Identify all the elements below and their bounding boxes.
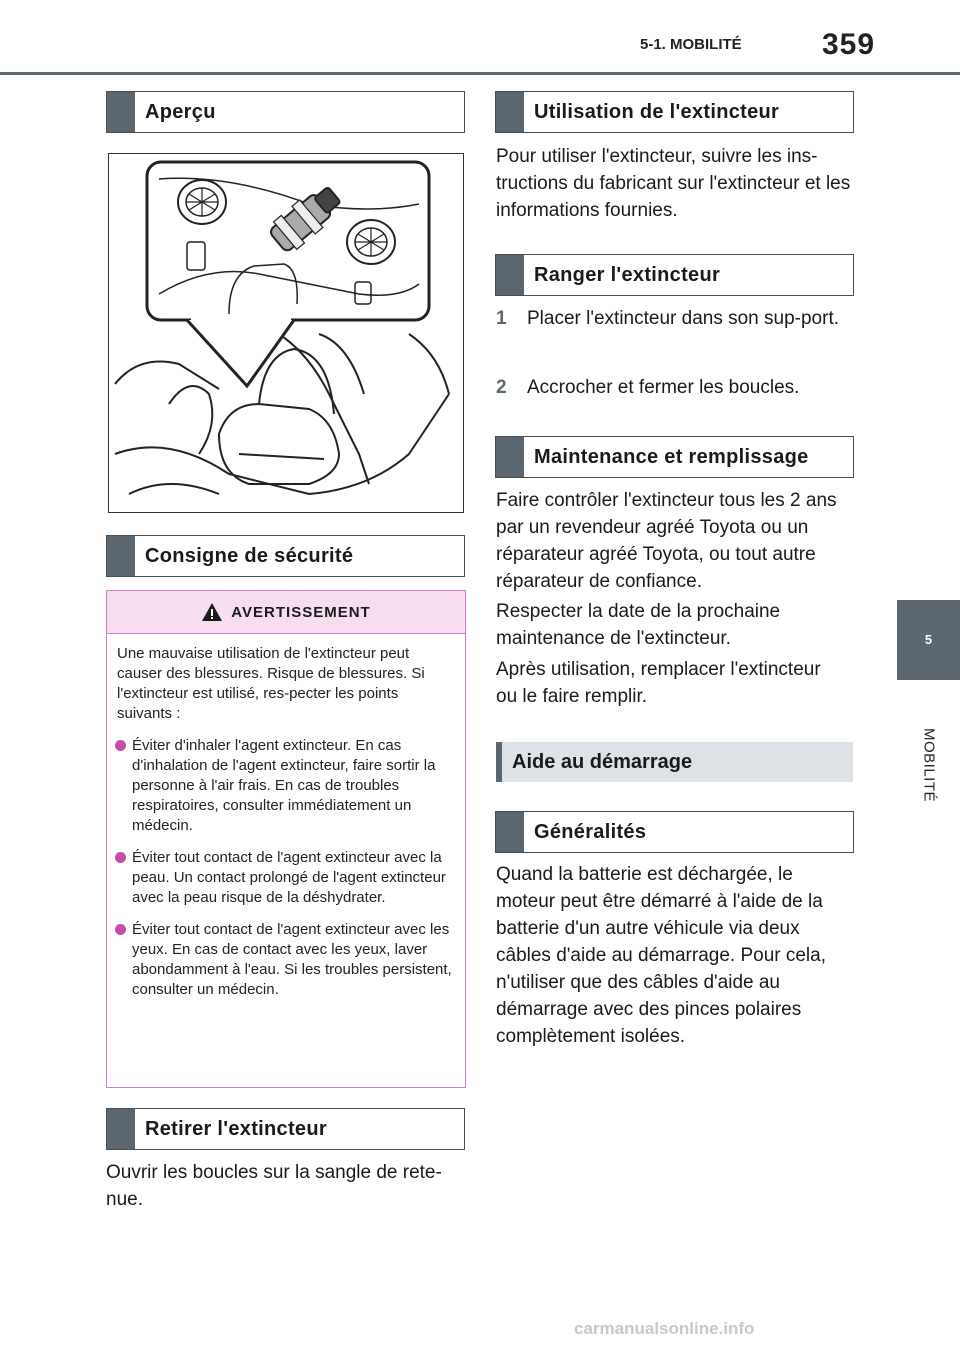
heading-text: Généralités: [534, 820, 647, 843]
warning-triangle-icon: [201, 602, 223, 622]
step-number: 1: [496, 308, 507, 329]
section-heading-utilisation: [495, 91, 854, 133]
heading-text: Aide au démarrage: [512, 750, 693, 773]
utilisation-paragraph: Pour utiliser l'extincteur, suivre les ins-tructions du fabricant sur l'extincteur et les informations fournies.: [496, 146, 851, 221]
page-number: 359: [822, 28, 876, 61]
warning-label: AVERTISSEMENT: [231, 603, 371, 621]
warning-header: [107, 591, 465, 634]
step-item: [496, 372, 851, 403]
heading-bar: [496, 437, 524, 477]
maintenance-paragraph: Faire contrôler l'extincteur tous les 2 ans par un revendeur agréé Toyota ou un réparateur agréé Toyota, ou tout autre réparateur de confiance.: [496, 490, 837, 592]
generalites-paragraph: Quand la batterie est déchargée, le moteur peut être démarré à l'aide de la batterie d'un autre véhicule via deux câbles d'aide au démarrage. Pour cela, n'utiliser que des câbles d'aide au démarrage avec des pinces polaires complètement isolées.: [496, 864, 826, 1047]
running-header-section: 5-1. MOBILITÉ: [640, 36, 742, 53]
heading-bar: [107, 1109, 135, 1149]
step-text: Accrocher et fermer les boucles.: [527, 377, 800, 398]
step-text: Placer l'extincteur dans son sup-port.: [527, 308, 840, 329]
heading-bar: [107, 536, 135, 576]
heading-text: Ranger l'extincteur: [534, 263, 721, 286]
heading-bar: [496, 812, 524, 852]
section-heading-ranger: [495, 254, 854, 296]
bullet-dot-icon: [115, 740, 126, 751]
section-heading-retirer: [106, 1108, 465, 1150]
header-rule: [0, 72, 960, 75]
heading-bar: [107, 92, 135, 132]
warning-item-text: Éviter tout contact de l'agent extincteur avec la peau. Un contact prolongé de l'agent extincteur avec la peau risque de la déshydrater.: [132, 849, 446, 906]
heading-text: Utilisation de l'extincteur: [534, 100, 780, 123]
step-item: [496, 303, 851, 334]
chapter-label-text: MOBILITÉ: [920, 727, 937, 803]
warning-item: [132, 848, 453, 908]
heading-bar: [496, 255, 524, 295]
extinguisher-illustration: [108, 153, 464, 513]
chapter-label: [897, 690, 960, 840]
chapter-heading-aide: [496, 742, 853, 782]
section-heading-maintenance: [495, 436, 854, 478]
warning-item-text: Éviter d'inhaler l'agent extincteur. En cas d'inhalation de l'agent extincteur, faire sortir la personne à l'air frais. En cas de troubles respiratoires, consulter immédiatement un médecin.: [132, 737, 436, 834]
heading-bar: [496, 742, 502, 782]
warning-intro: Une mauvaise utilisation de l'extincteur peut causer des blessures. Risque de blessures. Si l'extincteur est utilisé, res-pecter les points suivants :: [117, 645, 425, 722]
section-heading-consigne: [106, 535, 465, 577]
retirer-paragraph: Ouvrir les boucles sur la sangle de rete-nue.: [106, 1162, 442, 1210]
watermark: carmanualsonline.info: [574, 1319, 755, 1338]
heading-bar: [496, 92, 524, 132]
heading-text: Aperçu: [145, 100, 216, 123]
heading-text: Retirer l'extincteur: [145, 1117, 327, 1140]
warning-item: [132, 736, 453, 836]
bullet-dot-icon: [115, 924, 126, 935]
section-heading-apercu: [106, 91, 465, 133]
heading-text: Maintenance et remplissage: [534, 445, 809, 468]
bullet-dot-icon: [115, 852, 126, 863]
step-number: 2: [496, 377, 507, 398]
heading-text: Consigne de sécurité: [145, 544, 354, 567]
maintenance-paragraph: Respecter la date de la prochaine maintenance de l'extincteur.: [496, 601, 781, 649]
chapter-tab[interactable]: 5: [897, 600, 960, 680]
section-heading-generalites: [495, 811, 854, 853]
warning-item: [132, 920, 453, 1000]
maintenance-paragraph: Après utilisation, remplacer l'extincteur ou le faire remplir.: [496, 659, 821, 707]
warning-item-text: Éviter tout contact de l'agent extincteur avec les yeux. En cas de contact avec les yeux, laver abondamment à l'eau. Si les troubles persistent, consulter un médecin.: [132, 921, 452, 998]
warning-box: [106, 590, 466, 1088]
